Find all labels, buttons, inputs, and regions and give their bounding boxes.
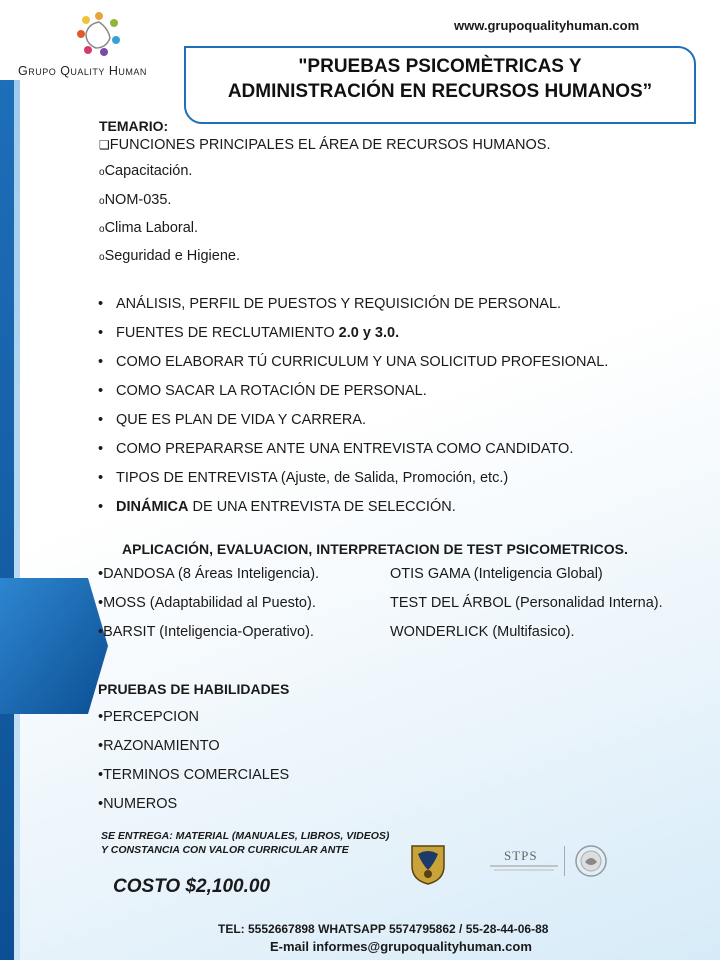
left-light-stripe: [14, 80, 20, 960]
temario-sub-item: oCapacitación.: [99, 163, 193, 179]
habilidad-item: •NUMEROS: [98, 796, 178, 812]
temario-sub-item: oSeguridad e Higiene.: [99, 248, 240, 264]
entrega-line-2: Y CONSTANCIA CON VALOR CURRICULAR ANTE: [101, 844, 349, 856]
habilidad-item: •PERCEPCION: [98, 709, 199, 725]
stps-label: STPS: [504, 848, 538, 863]
test-item-left: •BARSIT (Inteligencia-Operativo).: [98, 624, 314, 640]
circle-bullet-icon: o: [99, 252, 105, 263]
test-item-left: •DANDOSA (8 Áreas Inteligencia).: [98, 566, 320, 582]
unam-seal-icon: [408, 842, 448, 886]
topic-item: • ANÁLISIS, PERFIL DE PUESTOS Y REQUISICIÓN DE PERSONAL.: [98, 296, 562, 312]
left-decorative-stripe: [0, 80, 14, 960]
title-line-2: ADMINISTRACIÓN EN RECURSOS HUMANOS”: [227, 81, 653, 102]
temario-heading: TEMARIO:: [99, 118, 169, 134]
test-item-right: WONDERLICK (Multifasico).: [390, 624, 575, 640]
topic-item: • COMO ELABORAR TÚ CURRICULUM Y UNA SOLICITUD PROFESIONAL.: [98, 354, 609, 370]
circle-bullet-icon: o: [99, 167, 105, 178]
entrega-line-1: SE ENTREGA: MATERIAL (MANUALES, LIBROS, VIDEOS): [101, 830, 390, 842]
price: COSTO $2,100.00: [113, 876, 271, 897]
circle-bullet-icon: o: [99, 224, 105, 235]
title-line-1: "PRUEBAS PSICOMÈTRICAS Y: [298, 56, 582, 77]
topic-item: • COMO SACAR LA ROTACIÓN DE PERSONAL.: [98, 383, 427, 399]
temario-sub-item: oClima Laboral.: [99, 220, 199, 236]
mexico-seal-icon: [574, 844, 608, 878]
topic-item: • DINÁMICA DE UNA ENTREVISTA DE SELECCIÓN.: [98, 499, 456, 515]
habilidad-item: •RAZONAMIENTO: [98, 738, 220, 754]
habilidad-item: •TERMINOS COMERCIALES: [98, 767, 290, 783]
test-item-right: OTIS GAMA (Inteligencia Global): [390, 566, 603, 582]
circle-bullet-icon: o: [99, 196, 105, 207]
tests-heading: APLICACIÓN, EVALUACION, INTERPRETACION DE TEST PSICOMETRICOS.: [122, 541, 628, 557]
checkbox-square-icon: ❑: [99, 138, 110, 152]
contact-email: E-mail informes@grupoqualityhuman.com: [270, 939, 532, 954]
logo-divider: [564, 846, 565, 876]
arrow-decoration: [0, 578, 108, 714]
entrega-note: [101, 829, 389, 857]
topic-item: • COMO PREPARARSE ANTE UNA ENTREVISTA COMO CANDIDATO.: [98, 441, 574, 457]
temario-main-item: ❑FUNCIONES PRINCIPALES EL ÁREA DE RECURSOS HUMANOS.: [99, 137, 551, 153]
topic-item: • TIPOS DE ENTREVISTA (Ajuste, de Salida, Promoción, etc.): [98, 470, 509, 486]
logo-text: Grupo Quality Human: [18, 64, 147, 78]
topic-item: • QUE ES PLAN DE VIDA Y CARRERA.: [98, 412, 367, 428]
people-circle-logo-icon: [74, 10, 124, 58]
habilidades-heading: PRUEBAS DE HABILIDADES: [98, 681, 290, 697]
website-url: www.grupoqualityhuman.com: [454, 18, 640, 33]
contact-phones: TEL: 5552667898 WHATSAPP 5574795862 / 55-28-44-06-88: [218, 922, 549, 936]
test-item-left: •MOSS (Adaptabilidad al Puesto).: [98, 595, 316, 611]
title-box: [184, 46, 696, 124]
test-item-right: TEST DEL ÁRBOL (Personalidad Interna).: [390, 595, 663, 611]
temario-sub-item: oNOM-035.: [99, 192, 172, 208]
topic-item: • FUENTES DE RECLUTAMIENTO 2.0 y 3.0.: [98, 325, 400, 341]
